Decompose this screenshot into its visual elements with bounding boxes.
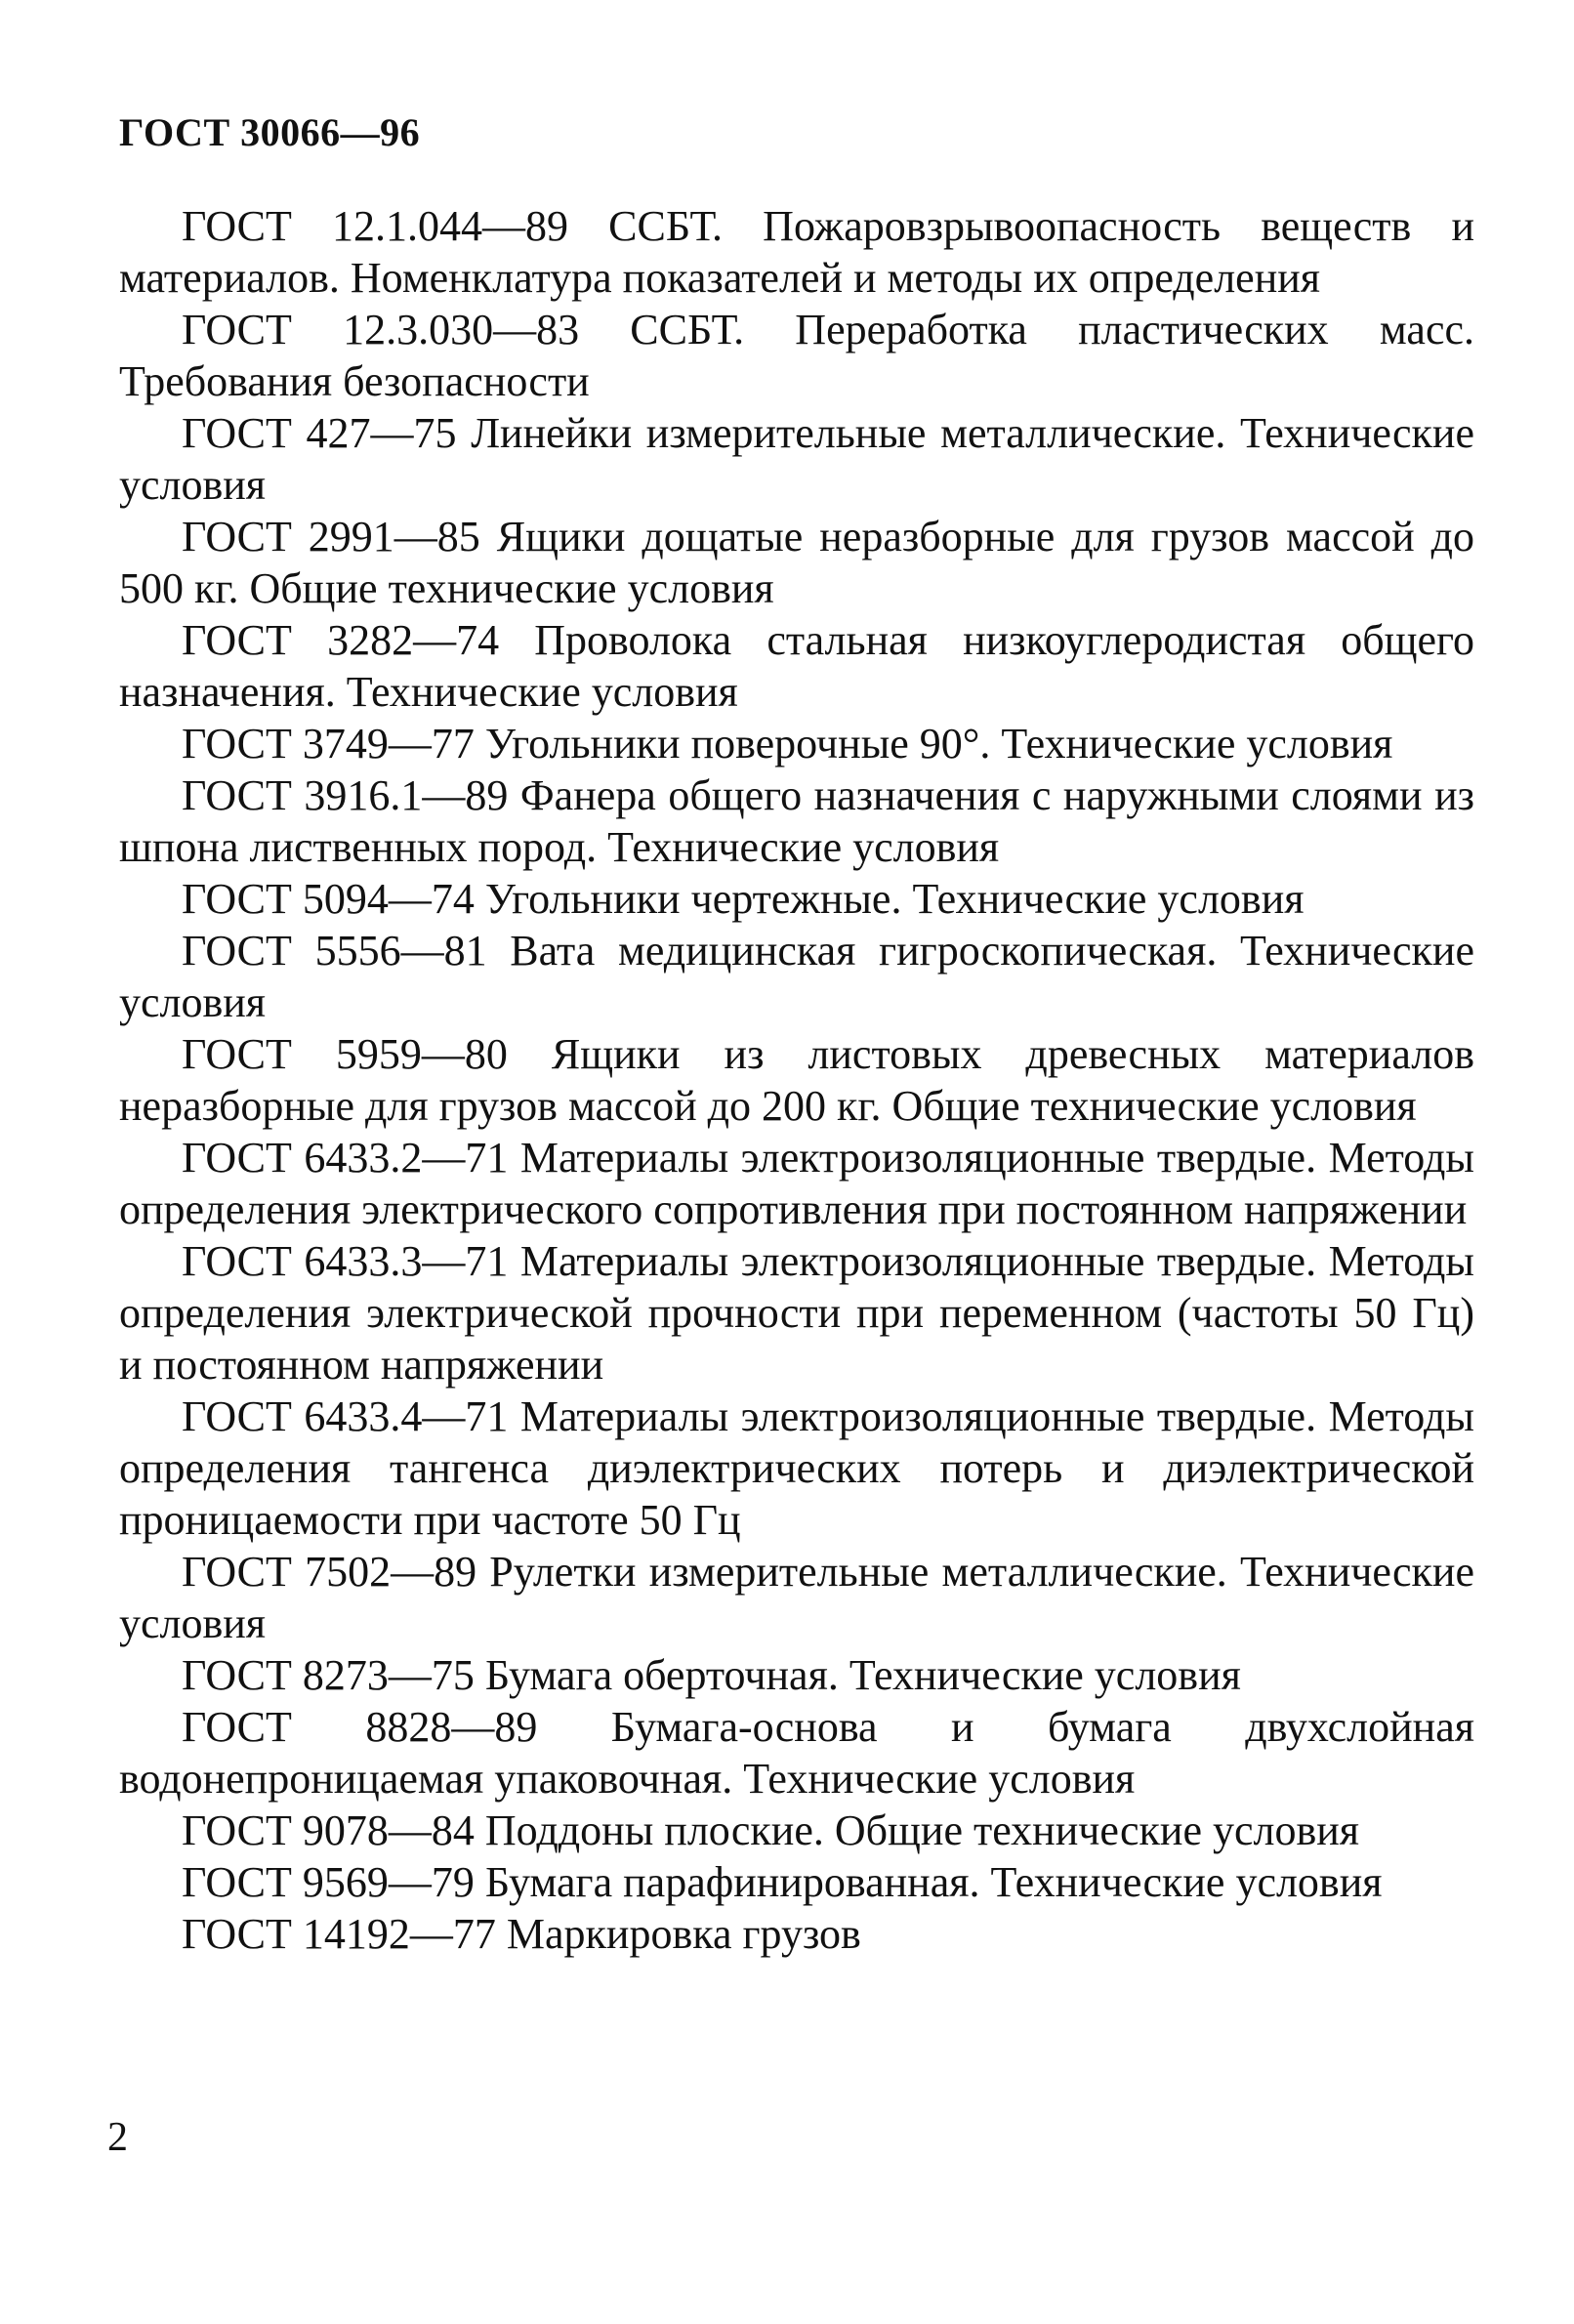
document-header: ГОСТ 30066—96 (119, 110, 421, 154)
reference-item: ГОСТ 5094—74 Угольники чертежные. Технические условия (182, 875, 1305, 923)
reference-item: ГОСТ 12.3.030—83 ССБТ. Переработка пластических масс. Требования безопасности (119, 306, 1474, 405)
reference-item: ГОСТ 5556—81 Вата медицинская гигроскопическая. Технические условия (119, 927, 1474, 1026)
reference-item: ГОСТ 14192—77 Маркировка грузов (182, 1910, 861, 1958)
reference-item: ГОСТ 12.1.044—89 ССБТ. Пожаровзрывоопасность веществ и материалов. Номенклатура показателей и методы их определения (119, 202, 1474, 302)
reference-item: ГОСТ 3749—77 Угольники поверочные 90°. Технические условия (182, 720, 1393, 768)
reference-item: ГОСТ 427—75 Линейки измерительные металлические. Технические условия (119, 409, 1474, 509)
reference-item: ГОСТ 3916.1—89 Фанера общего назначения с наружными слоями из шпона лиственных пород. Технические условия (119, 771, 1474, 871)
reference-item: ГОСТ 9078—84 Поддоны плоские. Общие технические условия (182, 1806, 1360, 1854)
reference-item: ГОСТ 5959—80 Ящики из листовых древесных материалов неразборные для грузов массой до 200 кг. Общие технические условия (119, 1030, 1474, 1130)
reference-item: ГОСТ 6433.4—71 Материалы электроизоляционные твердые. Методы определения тангенса диэлектрических потерь и диэлектрической проницаемости при частоте 50 Гц (119, 1392, 1474, 1544)
reference-item: ГОСТ 6433.3—71 Материалы электроизоляционные твердые. Методы определения электрической прочности при переменном (частоты 50 Гц) и постоянном напряжении (119, 1237, 1474, 1389)
reference-item: ГОСТ 3282—74 Проволока стальная низкоуглеродистая общего назначения. Технические условия (119, 616, 1474, 716)
reference-item: ГОСТ 7502—89 Рулетки измерительные металлические. Технические условия (119, 1548, 1474, 1647)
reference-item: ГОСТ 9569—79 Бумага парафинированная. Технические условия (182, 1858, 1383, 1906)
page-number: 2 (107, 2115, 128, 2160)
normative-references-list (119, 200, 1474, 1960)
reference-item: ГОСТ 8828—89 Бумага-основа и бумага двухслойная водонепроницаемая упаковочная. Технические условия (119, 1703, 1474, 1803)
reference-item: ГОСТ 8273—75 Бумага оберточная. Технические условия (182, 1651, 1241, 1699)
reference-item: ГОСТ 2991—85 Ящики дощатые неразборные для грузов массой до 500 кг. Общие технические условия (119, 513, 1474, 612)
reference-item: ГОСТ 6433.2—71 Материалы электроизоляционные твердые. Методы определения электрического сопротивления при постоянном напряжении (119, 1134, 1474, 1233)
